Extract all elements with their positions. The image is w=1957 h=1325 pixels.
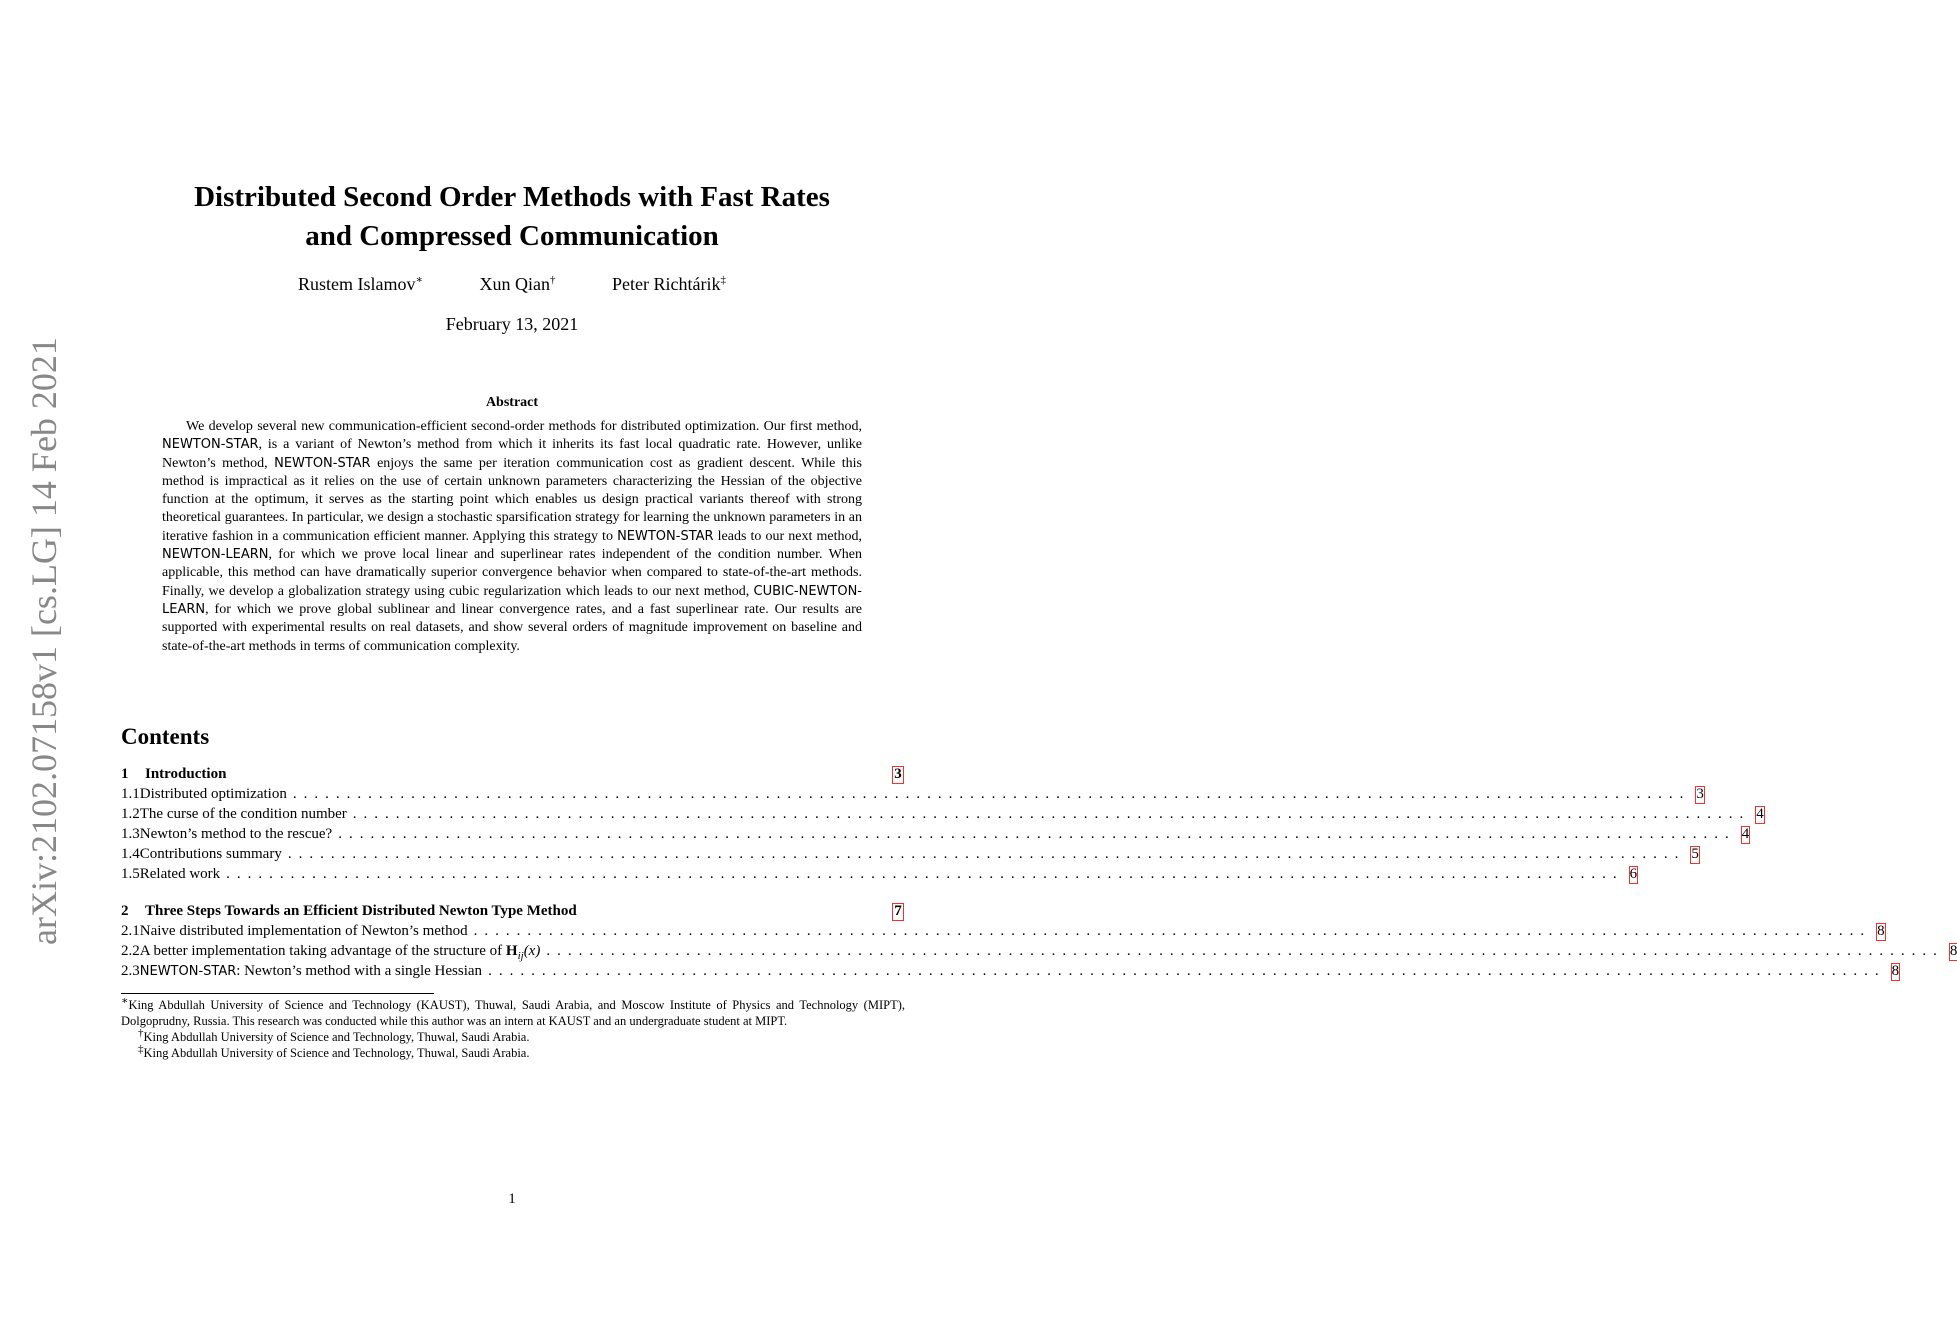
footnote: †King Abdullah University of Science and Technology, Thuwal, Saudi Arabia. (138, 1026, 530, 1044)
author (298, 274, 423, 295)
toc-page-link[interactable]: 3 (894, 766, 902, 782)
toc-subsection[interactable] (121, 923, 1885, 943)
toc-subsection-number: 2.2 (121, 943, 140, 959)
toc-subsection-number: 1.5 (121, 866, 140, 882)
method-name: NEWTON-STAR (139, 964, 237, 979)
toc-dot-leader: .................................................................................................................................. (338, 826, 1736, 842)
author-name: Xun Qian (479, 274, 550, 294)
method-name: NEWTON-STAR (274, 455, 371, 471)
toc-subsection[interactable] (121, 786, 1704, 806)
math-argument: (x) (523, 943, 541, 959)
toc-dot-leader: .................................................................................................................................. (287, 846, 1686, 862)
toc-subsection[interactable] (121, 826, 1750, 846)
math-subscript: ij (517, 950, 524, 962)
toc-subsection-title[interactable]: Naive distributed implementation of Newton’s method (139, 923, 468, 939)
paper-date: February 13, 2021 (445, 314, 579, 334)
footnotes (121, 994, 905, 1061)
page-number: 1 (508, 1191, 516, 1207)
toc-section[interactable] (121, 903, 907, 923)
toc-subsection-title[interactable]: NEWTON-STAR: Newton’s method with a single Hessian (139, 963, 483, 979)
toc-page-link[interactable]: 8 (1949, 943, 1957, 959)
toc-dot-leader: .................................................................................................................................. (546, 943, 1944, 959)
toc-page-link[interactable]: 8 (1877, 923, 1885, 939)
author-name: Rustem Islamov (298, 274, 416, 294)
author-name: Peter Richtárik (612, 274, 721, 294)
toc-subsection[interactable] (121, 846, 1699, 866)
paper-title (0, 178, 1024, 256)
footnote-rule (121, 993, 434, 994)
toc-page-link[interactable]: 8 (1891, 963, 1900, 979)
author-footnote-mark: ‡ (720, 274, 726, 286)
toc-subsection-number: 2.3 (121, 963, 140, 979)
toc-page-link[interactable]: 6 (1629, 866, 1638, 882)
author-footnote-mark: † (550, 274, 556, 286)
abstract-heading: Abstract (485, 395, 539, 410)
toc-subsection-number: 1.3 (121, 826, 140, 842)
abstract-body: We develop several new communication-efficient second-order methods for distributed optimization. Our first method, NEWTON-STAR, is a variant of Newton’s method from which it inherits its fast local quadratic rate. However, unlike Newton’s method, NEWTON-STAR enjoys the same per iteration communication cost as gradient descent. While this method is impractical as it relies on the use of certain unknown parameters characterizing the Hessian of the objective function at the optimum, it serves as the starting point which enables us design practical variants thereof with strong theoretical guarantees. In particular, we design a stochastic sparsification strategy for learning the unknown parameters in an iterative fashion in a communication efficient manner. Applying this strategy to NEWTON-STAR leads to our next method, NEWTON-LEARN, for which we prove local linear and superlinear rates independent of the condition number. When applicable, this method can have dramatically superior convergence behavior when compared to state-of-the-art methods. Finally, we develop a globalization strategy using cubic regularization which leads to our next method, CUBIC-NEWTON-LEARN, for which we prove global sublinear and linear convergence rates, and a fast superlinear rate. Our results are supported with experimental results on real datasets, and show several orders of magnitude improvement on baseline and state-of-the-art methods in terms of communication complexity. (162, 419, 862, 654)
method-name: NEWTON-STAR (617, 528, 714, 544)
toc-subsection-title[interactable]: Newton’s method to the rescue? (139, 826, 333, 842)
toc-dot-leader: .................................................................................................................................. (292, 786, 1691, 802)
author-footnote-mark: ∗ (415, 274, 423, 286)
toc-subsection-number: 2.1 (121, 923, 140, 939)
toc-subsection-title[interactable]: Related work (139, 866, 221, 882)
method-name: NEWTON-STAR (162, 437, 259, 453)
toc-page-link[interactable]: 5 (1691, 846, 1699, 862)
toc-section-title[interactable]: Three Steps Towards an Efficient Distributed Newton Type Method (145, 903, 577, 919)
title-line-1: Distributed Second Order Methods with Fast Rates (194, 181, 830, 213)
toc-dot-leader: .................................................................................................................................. (352, 806, 1751, 822)
toc-subsection-number: 1.4 (121, 846, 140, 862)
table-of-contents (121, 766, 1957, 983)
toc-subsection-number: 1.1 (121, 786, 140, 802)
math-matrix-symbol: H (505, 943, 518, 959)
toc-subsection-number: 1.2 (121, 806, 140, 822)
author (612, 274, 726, 295)
method-name: CUBIC-NEWTON-LEARN (162, 583, 862, 617)
toc-page-link[interactable]: 4 (1741, 826, 1750, 842)
toc-subsection[interactable] (121, 866, 1638, 886)
toc-section-title[interactable]: Introduction (145, 766, 227, 782)
contents-heading: Contents (121, 724, 210, 749)
method-name: NEWTON-LEARN (162, 547, 269, 563)
toc-dot-leader: .................................................................................................................................. (473, 923, 1872, 939)
toc-subsection-title[interactable]: Distributed optimization (139, 786, 287, 802)
toc-section-number: 1 (121, 766, 129, 782)
footnote: ‡King Abdullah University of Science and Technology, Thuwal, Saudi Arabia. (138, 1042, 530, 1060)
arxiv-identifier: arXiv:2102.07158v1 [cs.LG] 14 Feb 2021 (24, 337, 64, 945)
toc-page-link[interactable]: 3 (1696, 786, 1704, 802)
toc-section-number: 2 (121, 903, 129, 919)
toc-subsection[interactable] (121, 806, 1764, 826)
author-list (0, 274, 1024, 295)
author (480, 274, 556, 295)
title-line-2: and Compressed Communication (305, 220, 719, 252)
toc-page-link[interactable]: 4 (1756, 806, 1764, 822)
toc-subsection-title[interactable]: The curse of the condition number (139, 806, 347, 822)
toc-subsection[interactable] (121, 943, 1957, 963)
toc-dot-leader: .................................................................................................................................. (488, 963, 1886, 979)
toc-section[interactable] (121, 766, 907, 786)
toc-subsection[interactable] (121, 963, 1900, 983)
toc-subsection-title[interactable]: A better implementation taking advantage of the structure of $H_{ij}(x)$ (139, 943, 541, 962)
toc-page-link[interactable]: 7 (894, 903, 902, 919)
toc-subsection-title[interactable]: Contributions summary (139, 846, 282, 862)
footnote: ∗King Abdullah University of Science and Technology (KAUST), Thuwal, Saudi Arabia, and Moscow Institute of Physics and Technology (MIPT), Dolgoprudny, Russia. This research was conducted while this author was an intern at KAUST and an undergraduate student at MIPT. (121, 994, 905, 1028)
toc-dot-leader: .................................................................................................................................. (226, 866, 1624, 882)
